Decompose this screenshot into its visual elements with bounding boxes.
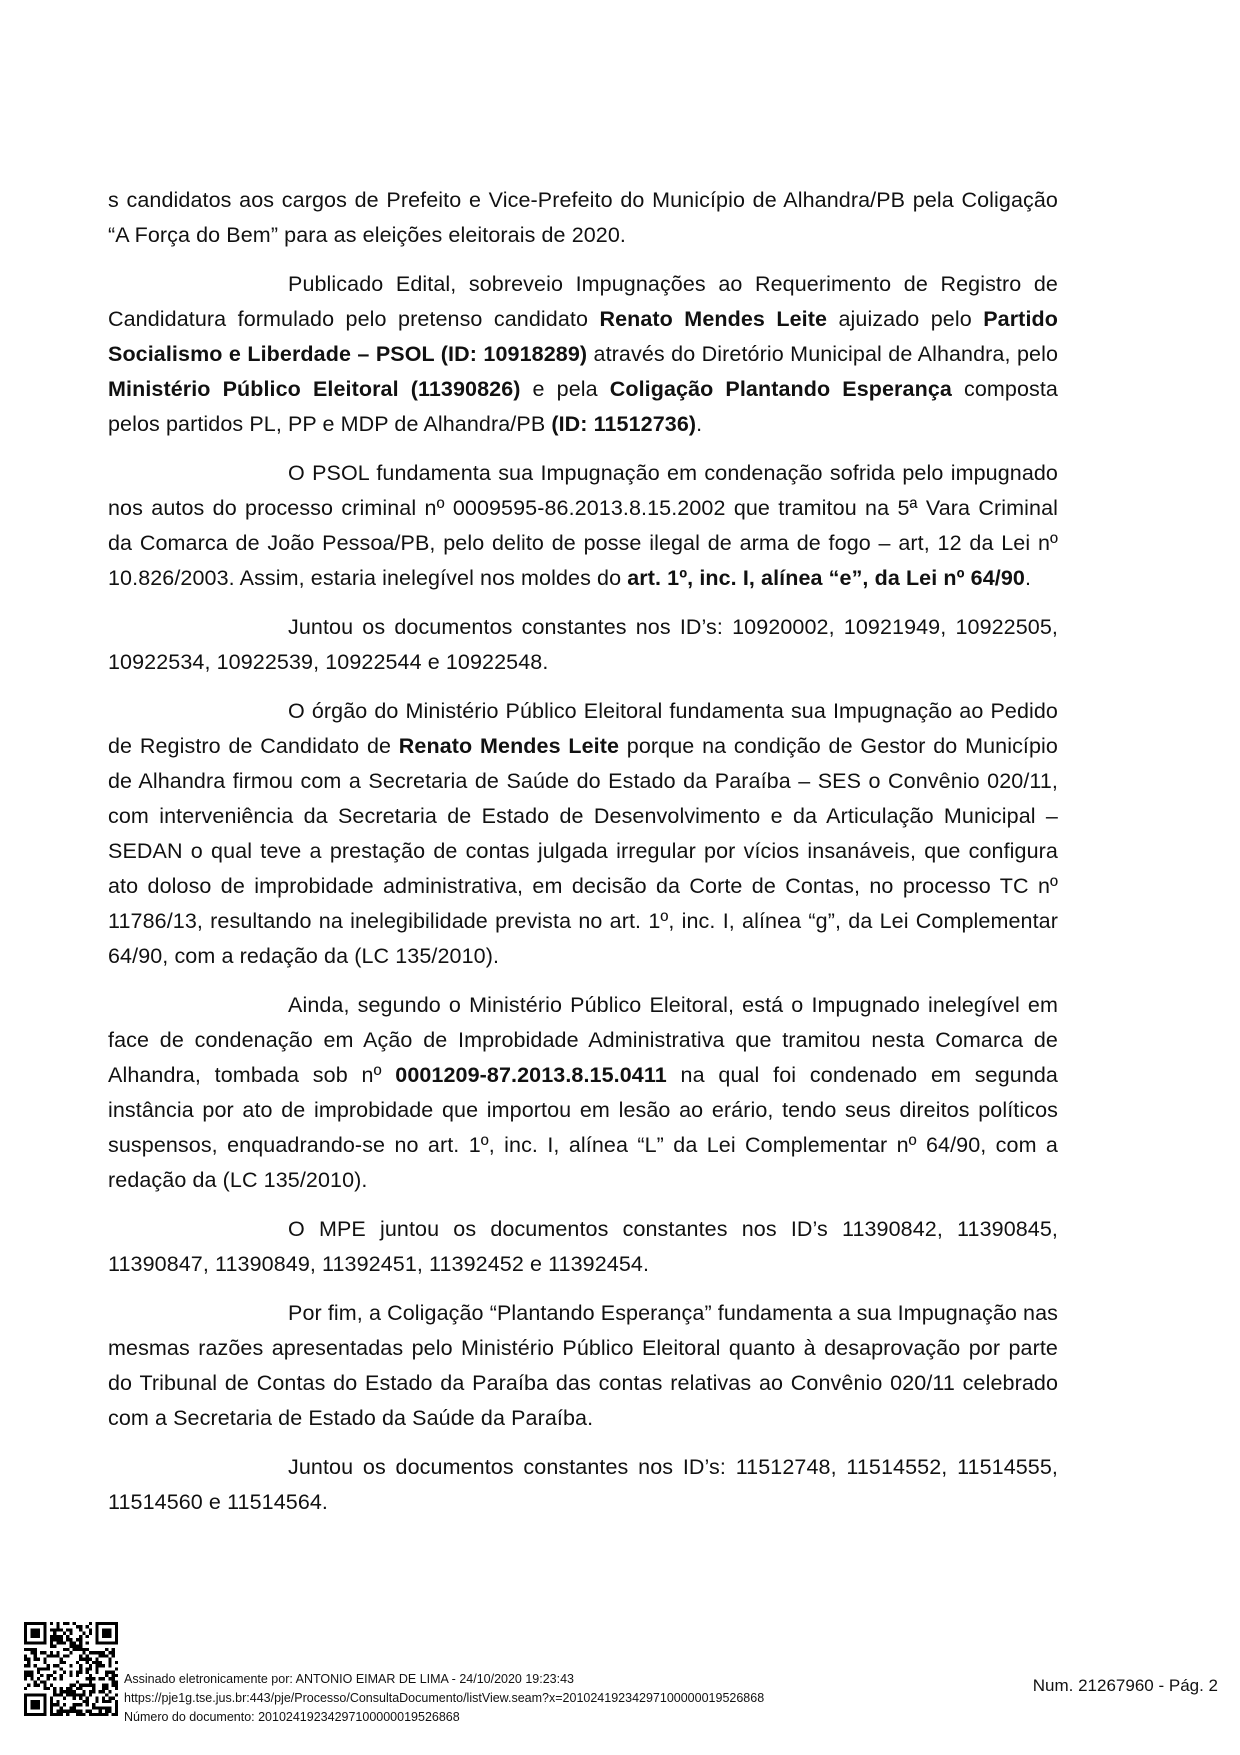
document-footer	[0, 1610, 1240, 1755]
text-run: O órgão do Ministério Público Eleitoral fundamenta sua Impugnação ao Pedido de Registro de Candidato de	[108, 699, 1058, 758]
text-run: na qual foi condenado em segunda instância por ato de improbidade que importou em lesão ao erário, tendo seus direitos políticos suspensos, enquadrando-se no art. 1º, inc. I, alínea “L” da Lei Complementar nº 64/90, com a redação da (LC 135/2010).	[108, 1063, 1058, 1192]
document-url[interactable]: https://pje1g.tse.jus.br:443/pje/Processo/ConsultaDocumento/listView.seam?x=20102419234297100000019526868	[124, 1691, 765, 1705]
bold-text: Renato Mendes Leite	[398, 734, 620, 758]
bold-text: Renato Mendes Leite	[599, 307, 828, 331]
text-run: .	[1024, 566, 1032, 590]
body-paragraph	[108, 267, 1058, 442]
bold-text: 0001209-87.2013.8.15.0411	[395, 1063, 667, 1087]
text-run: Publicado Edital, sobreveio Impugnações ao Requerimento de Registro de Candidatura formulado pelo pretenso candidato	[108, 272, 1058, 331]
bold-text: Ministério Público Eleitoral (11390826)	[108, 377, 521, 401]
text-run: O PSOL fundamenta sua Impugnação em condenação sofrida pelo impugnado nos autos do processo criminal nº 0009595-86.2013.8.15.2002 que tramitou na 5ª Vara Criminal da Comarca de João Pessoa/PB, pelo delito de posse ilegal de arma de fogo – art, 12 da Lei nº 10.826/2003. Assim, estaria inelegível nos moldes do	[108, 461, 1058, 590]
bold-text: Coligação Plantando Esperança	[609, 377, 952, 401]
text-run: Por fim, a Coligação “Plantando Esperança” fundamenta a sua Impugnação nas mesmas razões apresentadas pelo Ministério Público Eleitoral quanto à desaprovação por parte do Tribunal de Contas do Estado da Paraíba das contas relativas ao Convênio 020/11 celebrado com a Secretaria de Estado da Saúde da Paraíba.	[108, 1301, 1058, 1430]
text-run: Juntou os documentos constantes nos ID’s: 10920002, 10921949, 10922505, 10922534, 10922539, 10922544 e 10922548.	[108, 615, 1058, 674]
body-paragraph	[108, 988, 1058, 1198]
text-run: através do Diretório Municipal de Alhandra, pelo	[587, 342, 1059, 366]
text-run: Ainda, segundo o Ministério Público Eleitoral, está o Impugnado inelegível em face de condenação em Ação de Improbidade Administrativa que tramitou nesta Comarca de Alhandra, tombada sob nº	[108, 993, 1058, 1087]
body-paragraph	[108, 183, 1058, 253]
text-run: O MPE juntou os documentos constantes nos ID’s 11390842, 11390845, 11390847, 11390849, 11392451, 11392452 e 11392454.	[108, 1217, 1058, 1276]
text-run: s candidatos aos cargos de Prefeito e Vice-Prefeito do Município de Alhandra/PB pela Coligação “A Força do Bem” para as eleições eleitorais de 2020.	[108, 188, 1058, 247]
signature-block	[124, 1670, 764, 1727]
body-paragraph	[108, 1212, 1058, 1282]
document-number: Número do documento: 20102419234297100000019526868	[124, 1710, 460, 1724]
text-run: ajuizado pelo	[827, 307, 984, 331]
text-run: .	[696, 412, 703, 436]
document-body	[108, 183, 1058, 1534]
body-paragraph	[108, 694, 1058, 974]
bold-text: Partido Socialismo e Liberdade – PSOL (ID: 10918289)	[108, 307, 1058, 366]
signed-by-text: Assinado eletronicamente por: ANTONIO EIMAR DE LIMA - 24/10/2020 19:23:43	[124, 1672, 575, 1686]
bold-text: art. 1º, inc. I, alínea “e”, da Lei nº 64/90	[627, 566, 1025, 590]
text-run: porque na condição de Gestor do Município de Alhandra firmou com a Secretaria de Saúde do Estado da Paraíba – SES o Convênio 020/11, com interveniência da Secretaria de Estado de Desenvolvimento e da Articulação Municipal – SEDAN o qual teve a prestação de contas julgada irregular por vícios insanáveis, que configura ato doloso de improbidade administrativa, em decisão da Corte de Contas, no processo TC nº 11786/13, resultando na inelegibilidade prevista no art. 1º, inc. I, alínea “g”, da Lei Complementar 64/90, com a redação da (LC 135/2010).	[108, 734, 1058, 968]
bold-text: (ID: 11512736)	[551, 412, 697, 436]
text-run: composta pelos partidos PL, PP e MDP de Alhandra/PB	[108, 377, 1058, 436]
body-paragraph	[108, 610, 1058, 680]
qr-code-icon	[24, 1622, 118, 1716]
text-run: Juntou os documentos constantes nos ID’s: 11512748, 11514552, 11514555, 11514560 e 11514564.	[108, 1455, 1058, 1514]
body-paragraph	[108, 1296, 1058, 1436]
page-number-label: Num. 21267960 - Pág. 2	[1032, 1676, 1218, 1695]
body-paragraph	[108, 1450, 1058, 1520]
text-run: e pela	[520, 377, 610, 401]
body-paragraph	[108, 456, 1058, 596]
